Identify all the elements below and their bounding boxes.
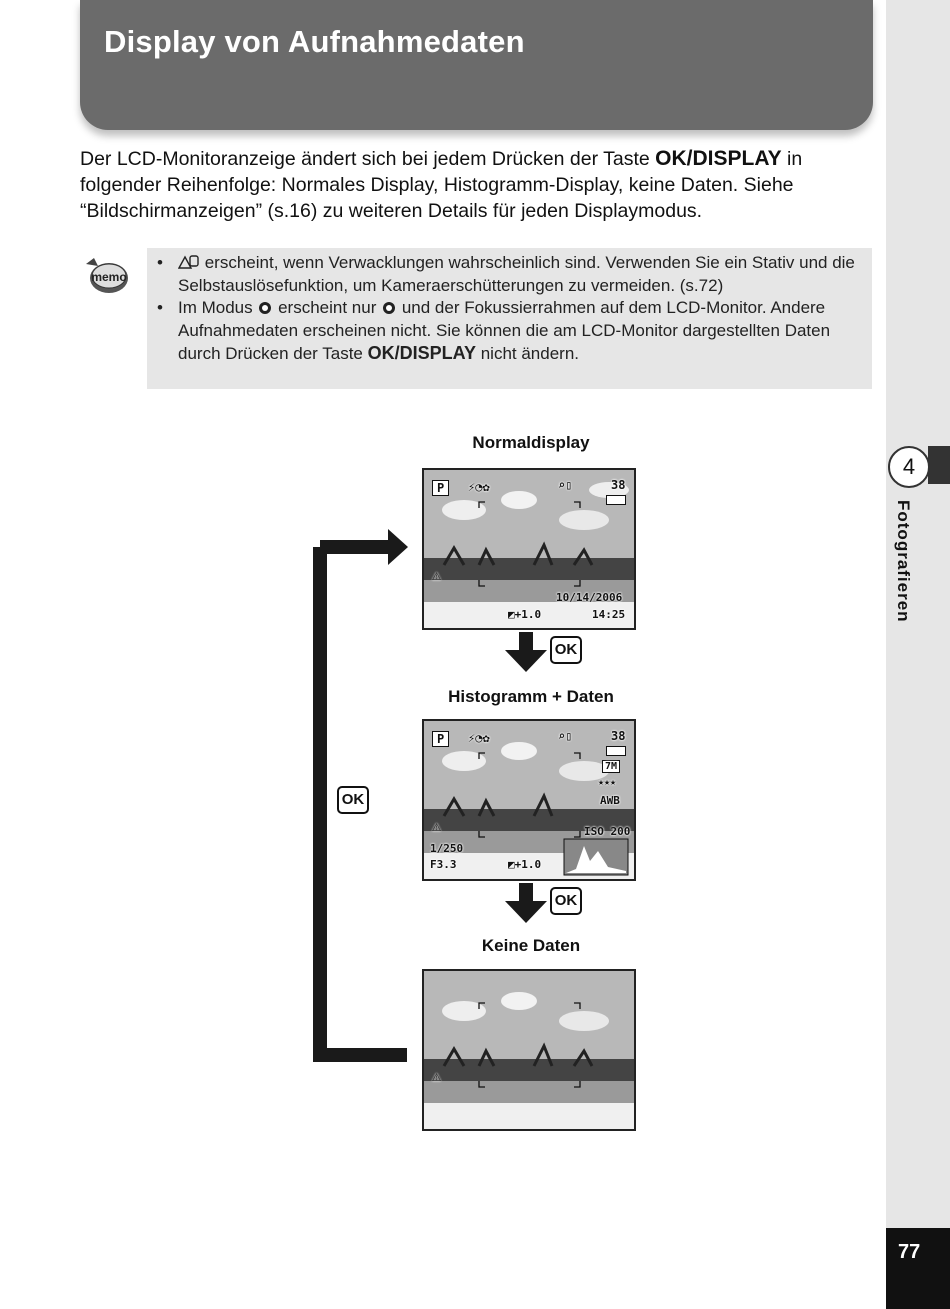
memo-item — [147, 252, 862, 297]
white-balance-indicator: AWB — [600, 794, 620, 807]
ev-value: +1.0 — [514, 608, 542, 621]
no-data-label: Keine Daten — [481, 936, 581, 955]
bullet: • — [157, 253, 163, 272]
lcd-screen-no-data — [422, 969, 636, 1131]
time-display: 14:25 — [592, 608, 626, 621]
lcd-screen-normal — [422, 468, 636, 630]
ev-icon: ◩ — [508, 858, 515, 871]
ev-compensation — [508, 608, 541, 621]
intro-text-2: in folgender Reihenfolge: Normales Display, Histogramm-Display, keine Daten. Siehe “Bildschirmanzeigen” (s.16) zu weiteren Details für jeden Displaymodus. — [80, 148, 803, 222]
battery-icon — [606, 495, 626, 505]
iso-indicator: ISO 200 — [584, 825, 631, 838]
memo-item-2-text-4: nicht ändern. — [476, 344, 580, 363]
memo-item-2-text-2: erscheint nur — [273, 298, 382, 317]
beach-photo — [424, 971, 634, 1129]
memo-list — [147, 252, 862, 366]
quality-indicator: ★★★ — [598, 777, 617, 788]
memo-box — [147, 248, 872, 389]
normal-display-label: Normaldisplay — [472, 433, 590, 452]
mode-indicator: P — [432, 480, 449, 496]
histogram-display-label: Histogramm + Daten — [448, 687, 614, 706]
bullet: • — [157, 298, 163, 317]
zoom-memory-icons: ⌕▯ — [558, 478, 573, 492]
mode-indicator: P — [432, 731, 449, 747]
lcd-screen-histogram — [422, 719, 636, 881]
zoom-memory-icons: ⌕▯ — [558, 729, 573, 743]
chapter-sidebar — [886, 0, 950, 1309]
chapter-tab — [928, 446, 950, 484]
ok-button-icon: OK — [550, 636, 582, 664]
memo-item-2-text-1: Im Modus — [178, 298, 258, 317]
shutter-speed: 1/250 — [430, 842, 464, 855]
page-header — [80, 0, 873, 130]
beach-photo — [424, 470, 634, 628]
battery-icon — [606, 746, 626, 756]
camera-shake-icon — [178, 254, 200, 270]
green-mode-icon — [257, 299, 273, 315]
ev-icon: ◩ — [508, 608, 515, 621]
resolution-indicator: 7M — [602, 760, 620, 773]
ok-display-key: OK/DISPLAY — [655, 147, 782, 170]
camera-shake-icon: ⚠ — [432, 1067, 442, 1085]
ev-compensation — [508, 858, 541, 871]
memo-icon-label: memo — [91, 270, 127, 284]
memo-item — [147, 297, 862, 366]
chapter-title: Fotografieren — [894, 500, 913, 623]
memo-item-1-text: erscheint, wenn Verwacklungen wahrscheinlich sind. Verwenden Sie ein Stativ und die Selbstauslösefunktion, um Kameraerschütterungen zu vermeiden. (s.72) — [178, 253, 855, 295]
shots-remaining: 38 — [611, 729, 626, 743]
aperture-value: F3.3 — [430, 858, 457, 871]
green-mode-icon — [381, 299, 397, 315]
down-arrow-icon — [505, 632, 547, 672]
chapter-number: 4 — [888, 446, 930, 488]
page-title: Display von Aufnahmedaten — [104, 24, 525, 59]
camera-shake-icon: ⚠ — [432, 817, 442, 835]
camera-shake-icon: ⚠ — [432, 566, 442, 584]
intro-text-1: Der LCD-Monitoranzeige ändert sich bei jedem Drücken der Taste — [80, 148, 656, 170]
memo-icon — [82, 254, 130, 296]
ok-button-icon: OK — [550, 887, 582, 915]
ev-value: +1.0 — [514, 858, 542, 871]
ok-button-icon: OK — [337, 786, 369, 814]
ok-display-key: OK/DISPLAY — [367, 343, 476, 363]
page-number: 77 — [898, 1241, 921, 1263]
memo-item-2-text-3: und der Fokussierrahmen auf dem LCD-Monitor. Andere Aufnahmedaten erscheinen nicht. Sie können die am LCD-Monitor dargestellten Daten durch Drücken der Taste — [178, 298, 831, 363]
flash-timer-macro-icons: ⚡◔✿ — [468, 731, 490, 745]
shots-remaining: 38 — [611, 478, 626, 492]
intro-paragraph — [80, 146, 880, 224]
date-display: 10/14/2006 — [556, 591, 623, 604]
flash-timer-macro-icons: ⚡◔✿ — [468, 480, 490, 494]
down-arrow-icon — [505, 883, 547, 923]
